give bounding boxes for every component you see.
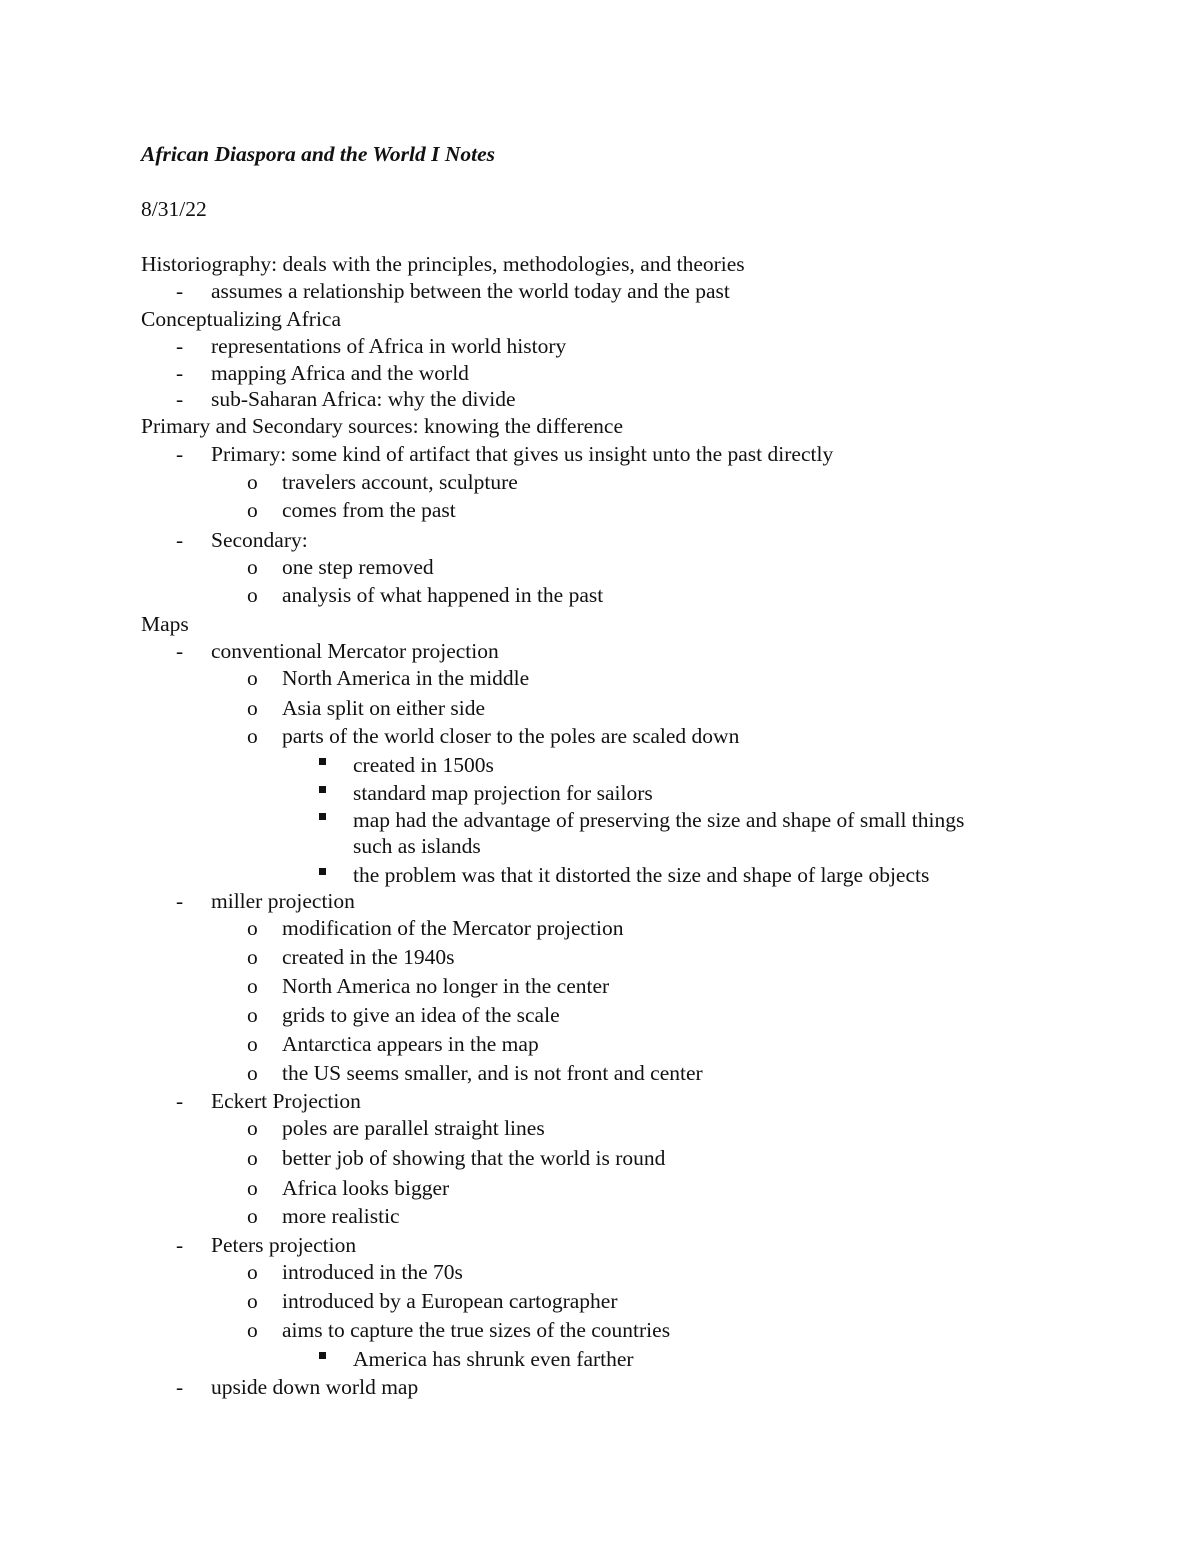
square-bullet-icon [319,1352,326,1359]
heading-historiography: Historiography: deals with the principles, methodologies, and theories [141,252,745,276]
list-item: created in 1500s [353,753,494,777]
list-item: America has shrunk even farther [353,1347,634,1371]
list-item: modification of the Mercator projection [282,916,624,940]
list-item: miller projection [211,889,355,913]
square-bullet-icon [319,813,326,820]
dash-marker: - [176,889,184,913]
list-item: Primary: some kind of artifact that gives us insight unto the past directly [211,442,834,466]
heading-conceptualizing-africa: Conceptualizing Africa [141,307,341,331]
circle-marker: o [247,1061,258,1085]
circle-marker: o [247,498,258,522]
list-item: the US seems smaller, and is not front and center [282,1061,703,1085]
dash-marker: - [176,279,184,303]
dash-marker: - [176,1089,184,1113]
square-bullet-icon [319,868,326,875]
dash-marker: - [176,1375,184,1399]
document-date: 8/31/22 [141,197,207,221]
list-item: mapping Africa and the world [211,361,469,385]
list-item: standard map projection for sailors [353,781,653,805]
list-item: upside down world map [211,1375,419,1399]
dash-marker: - [176,387,184,411]
dash-marker: - [176,334,184,358]
circle-marker: o [247,1146,258,1170]
list-item: conventional Mercator projection [211,639,499,663]
circle-marker: o [247,666,258,690]
list-item: Eckert Projection [211,1089,361,1113]
list-item: created in the 1940s [282,945,455,969]
list-item: representations of Africa in world history [211,334,567,358]
circle-marker: o [247,1176,258,1200]
list-item: comes from the past [282,498,456,522]
circle-marker: o [247,724,258,748]
circle-marker: o [247,583,258,607]
circle-marker: o [247,945,258,969]
list-item-continuation: such as islands [353,834,481,858]
dash-marker: - [176,528,184,552]
list-item: more realistic [282,1204,400,1228]
list-item: better job of showing that the world is round [282,1146,666,1170]
dash-marker: - [176,442,184,466]
list-item: sub-Saharan Africa: why the divide [211,387,516,411]
list-item: parts of the world closer to the poles are scaled down [282,724,740,748]
circle-marker: o [247,1032,258,1056]
circle-marker: o [247,1289,258,1313]
list-item: introduced by a European cartographer [282,1289,618,1313]
list-item: grids to give an idea of the scale [282,1003,560,1027]
circle-marker: o [247,1116,258,1140]
document-title: African Diaspora and the World I Notes [141,142,496,166]
list-item: poles are parallel straight lines [282,1116,545,1140]
list-item: Antarctica appears in the map [282,1032,539,1056]
list-item: travelers account, sculpture [282,470,518,494]
dash-marker: - [176,1233,184,1257]
circle-marker: o [247,1003,258,1027]
circle-marker: o [247,974,258,998]
dash-marker: - [176,639,184,663]
square-bullet-icon [319,786,326,793]
heading-maps: Maps [141,612,189,636]
list-item: North America in the middle [282,666,530,690]
circle-marker: o [247,1260,258,1284]
circle-marker: o [247,1318,258,1342]
circle-marker: o [247,470,258,494]
list-item: one step removed [282,555,434,579]
list-item: aims to capture the true sizes of the countries [282,1318,671,1342]
dash-marker: - [176,361,184,385]
list-item: assumes a relationship between the world today and the past [211,279,730,303]
list-item: introduced in the 70s [282,1260,463,1284]
list-item: the problem was that it distorted the size and shape of large objects [353,863,930,887]
list-item: Africa looks bigger [282,1176,450,1200]
list-item: Secondary: [211,528,308,552]
list-item: Asia split on either side [282,696,486,720]
circle-marker: o [247,1204,258,1228]
list-item: analysis of what happened in the past [282,583,604,607]
list-item: map had the advantage of preserving the size and shape of small things [353,808,965,832]
circle-marker: o [247,555,258,579]
list-item: Peters projection [211,1233,357,1257]
circle-marker: o [247,696,258,720]
square-bullet-icon [319,758,326,765]
list-item: North America no longer in the center [282,974,610,998]
circle-marker: o [247,916,258,940]
heading-sources: Primary and Secondary sources: knowing the difference [141,414,624,438]
